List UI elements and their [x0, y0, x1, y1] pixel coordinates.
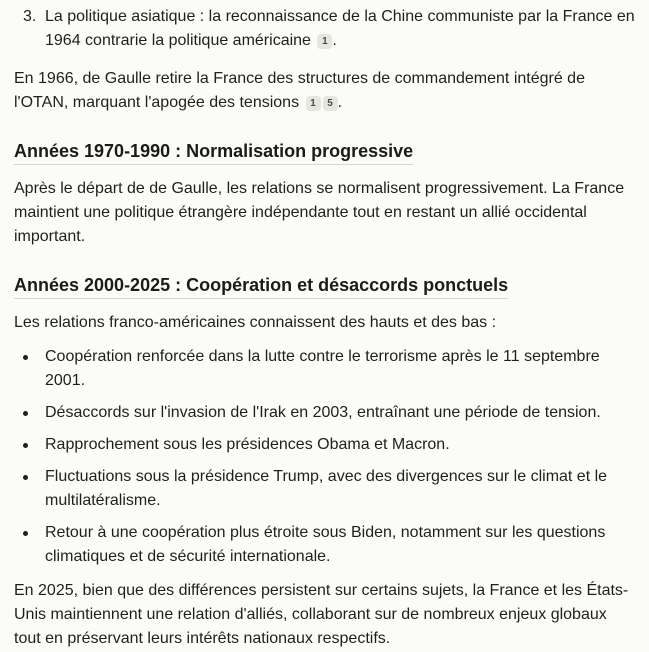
list-item-text: Rapprochement sous les présidences Obama et Macron.	[45, 436, 450, 453]
bullet-icon	[23, 531, 28, 536]
paragraph-2000-intro: Les relations franco-américaines connaissent des hauts et des bas :	[14, 314, 497, 331]
section-heading-2000: Années 2000-2025 : Coopération et désaccords ponctuels	[14, 273, 508, 299]
list-item	[14, 465, 635, 513]
list-item	[14, 5, 635, 53]
list-item-text: Désaccords sur l'invasion de l'Irak en 2003, entraînant une période de tension.	[45, 404, 601, 421]
list-item-text: Coopération renforcée dans la lutte contre le terrorisme après le 11 septembre 2001.	[45, 348, 600, 389]
section-2000-heading-wrap	[14, 273, 635, 299]
list-number: 3.	[23, 8, 37, 25]
list-item-text: La politique asiatique : la reconnaissance de la Chine communiste par la France en 1964 contrarie la politique américaine	[45, 8, 635, 49]
bullet-icon	[23, 355, 28, 360]
list-item	[14, 433, 635, 457]
section-1970-heading-wrap	[14, 139, 635, 165]
list-item	[14, 345, 635, 393]
paragraph-1966	[14, 67, 635, 115]
paragraph-1970: Après le départ de de Gaulle, les relations se normalisent progressivement. La France maintient une politique étrangère indépendante tout en restant un allié occidental important.	[14, 180, 625, 245]
citation-badge[interactable]: 5	[323, 96, 338, 111]
list-item-text: Retour à une coopération plus étroite sous Biden, notamment sur les questions climatiques et de sécurité internationale.	[45, 524, 606, 565]
bullet-icon	[23, 443, 28, 448]
paragraph-text: En 1966, de Gaulle retire la France des structures de commandement intégré de l'OTAN, marquant l'apogée des tensions	[14, 70, 585, 111]
citation-badge[interactable]: 1	[317, 34, 332, 49]
list-item	[14, 521, 635, 569]
sentence-end: .	[337, 94, 342, 111]
citation-badge[interactable]: 1	[306, 96, 321, 111]
bullet-icon	[23, 475, 28, 480]
list-item-text: Fluctuations sous la présidence Trump, avec des divergences sur le climat et le multilatéralisme.	[45, 468, 608, 509]
section-heading-1970: Années 1970-1990 : Normalisation progressive	[14, 139, 413, 165]
sentence-end: .	[332, 32, 337, 49]
bullet-list	[14, 345, 635, 569]
paragraph-conclusion: En 2025, bien que des différences persistent sur certains sujets, la France et les États-Unis maintiennent une relation d'alliés, collaborant sur de nombreux enjeux globaux tout en préservant leurs intérêts nationaux respectifs.	[14, 582, 629, 647]
ordered-list	[14, 5, 635, 53]
document-page	[0, 5, 649, 652]
list-item	[14, 401, 635, 425]
bullet-icon	[23, 411, 28, 416]
